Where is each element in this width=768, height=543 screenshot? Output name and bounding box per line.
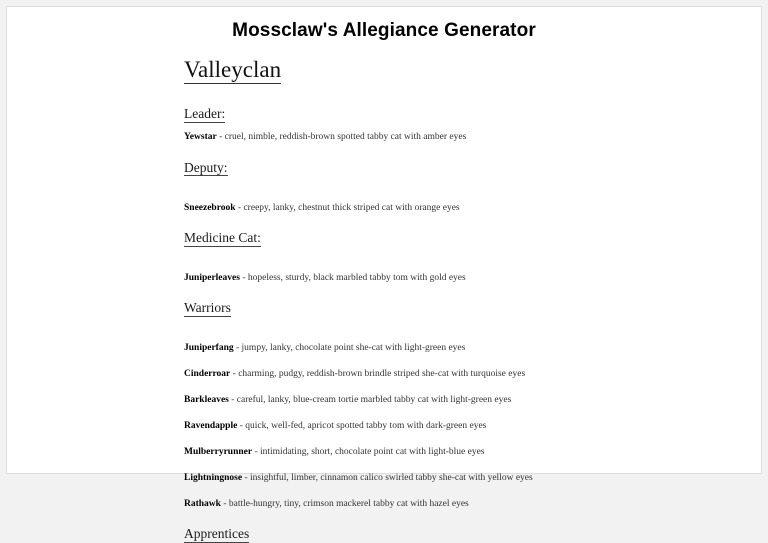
cat-separator: - [228, 395, 237, 406]
cat-name: Juniperleaves [184, 272, 240, 283]
cat-name: Yewstar [184, 132, 217, 143]
section-heading-warriors: Warriors [184, 300, 231, 316]
section-heading-deputy: Deputy: [184, 159, 228, 175]
cat-description: insightful, limber, cinnamon calico swirled tabby she-cat with yellow eyes [250, 472, 533, 483]
entry-list-warriors [184, 343, 741, 510]
cat-separator: - [252, 446, 260, 457]
list-item [184, 343, 741, 354]
entry-list-leader [184, 132, 741, 143]
section-heading-row-leader [184, 105, 741, 123]
cat-description: battle-hungry, tiny, crimson mackerel tabby cat with hazel eyes [228, 498, 469, 509]
section-leader [184, 105, 741, 143]
section-deputy [184, 159, 741, 214]
cat-name: Lightningnose [184, 472, 243, 483]
clan-name-row [184, 58, 741, 84]
entry-list-medicine-cat [184, 273, 741, 284]
cat-name: Barkleaves [184, 395, 229, 406]
cat-separator: - [239, 272, 248, 283]
list-item [184, 273, 741, 284]
clan-name: Valleyclan [184, 58, 281, 84]
section-heading-row-deputy [184, 159, 741, 177]
cat-description: cruel, nimble, reddish-brown spotted tabby cat with amber eyes [224, 132, 467, 143]
section-heading-medicine-cat: Medicine Cat: [184, 229, 261, 245]
section-apprentices [184, 525, 741, 543]
section-warriors [184, 299, 741, 510]
cat-separator: - [230, 369, 239, 380]
cat-description: jumpy, lanky, chocolate point she-cat with light-green eyes [241, 343, 466, 354]
cat-description: charming, pudgy, reddish-brown brindle striped she-cat with turquoise eyes [238, 369, 526, 380]
allegiance-content [7, 42, 761, 543]
list-item [184, 369, 741, 380]
cat-separator: - [220, 498, 229, 509]
cat-name: Ravendapple [184, 420, 238, 431]
entry-list-deputy [184, 203, 741, 214]
page-inner [7, 7, 761, 542]
cat-description: creepy, lanky, chestnut thick striped cat with orange eyes [243, 202, 460, 213]
section-heading-leader: Leader: [184, 106, 226, 122]
cat-name: Sneezebrook [184, 202, 236, 213]
list-item [184, 499, 741, 510]
cat-separator: - [216, 132, 225, 143]
list-item [184, 395, 741, 406]
cat-description: intimidating, short, chocolate point cat with light-blue eyes [260, 446, 485, 457]
cat-description: careful, lanky, blue-cream tortie marbled tabby cat with light-green eyes [236, 395, 512, 406]
page-title: Mossclaw's Allegiance Generator [232, 20, 536, 41]
cat-description: hopeless, sturdy, black marbled tabby tom with gold eyes [247, 272, 466, 283]
list-item [184, 203, 741, 214]
cat-separator: - [235, 202, 244, 213]
list-item [184, 421, 741, 432]
section-heading-row-apprentices [184, 525, 741, 543]
section-heading-apprentices: Apprentices [184, 526, 250, 542]
cat-name: Juniperfang [184, 343, 234, 354]
cat-separator: - [242, 472, 250, 483]
list-item [184, 132, 741, 143]
cat-name: Mulberryrunner [184, 446, 253, 457]
section-heading-row-medicine-cat [184, 229, 741, 247]
list-item [184, 473, 741, 484]
cat-name: Cinderroar [184, 369, 231, 380]
cat-separator: - [237, 420, 246, 431]
section-medicine-cat [184, 229, 741, 284]
cat-separator: - [233, 343, 242, 354]
cat-description: quick, well-fed, apricot spotted tabby tom with dark-green eyes [245, 420, 487, 431]
list-item [184, 447, 741, 458]
cat-name: Rathawk [184, 498, 221, 509]
section-heading-row-warriors [184, 299, 741, 317]
document-page [6, 6, 762, 542]
